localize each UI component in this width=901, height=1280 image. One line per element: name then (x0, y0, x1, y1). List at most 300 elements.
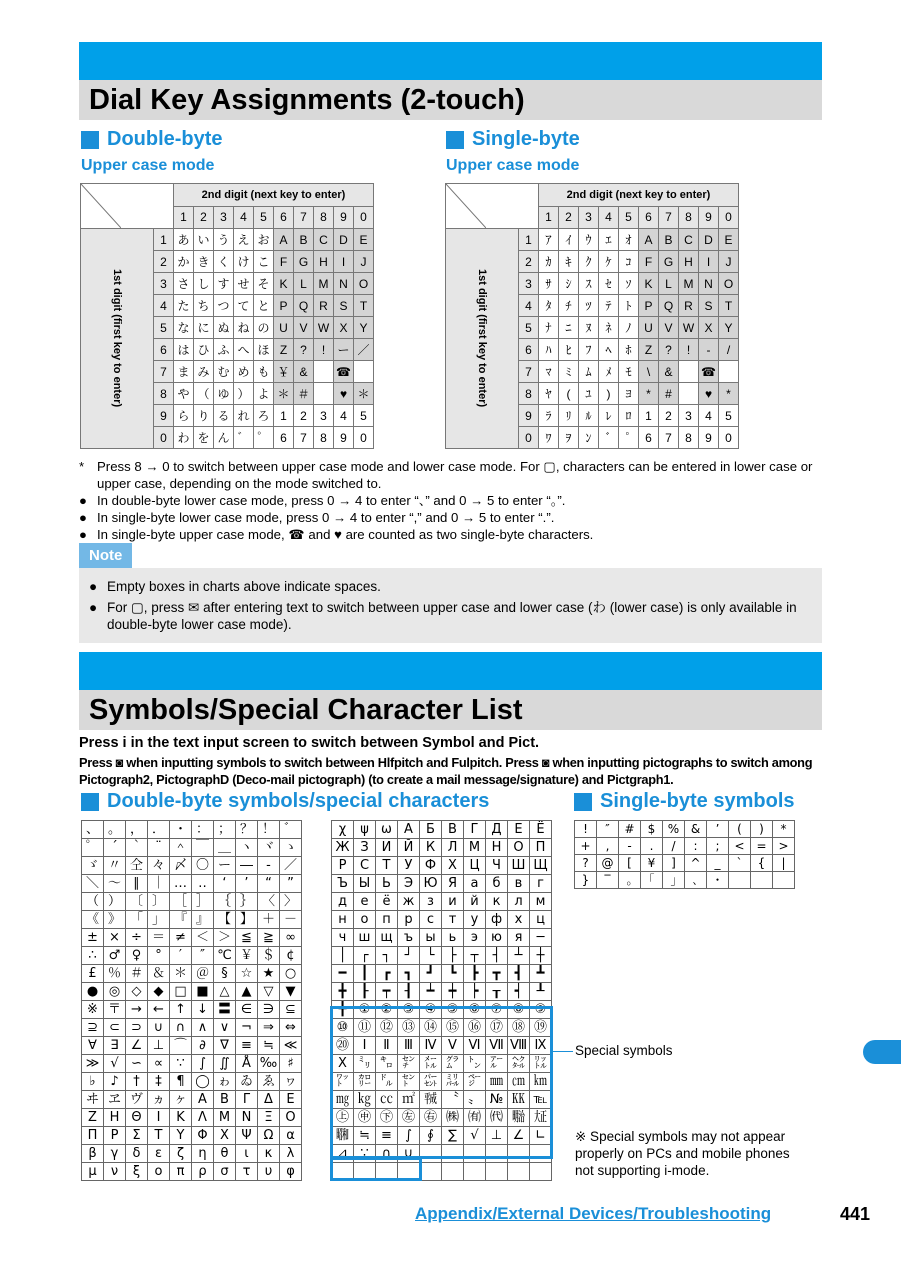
symbol-cell: ¢ (280, 947, 302, 965)
symbol-cell: с (420, 911, 442, 929)
key-cell: ｿ (619, 273, 639, 295)
note-box-item (89, 578, 812, 595)
symbol-cell: @ (597, 855, 619, 872)
symbol-cell: | (773, 855, 795, 872)
symbol-cell: ㎝ (508, 1073, 530, 1091)
symbol-cell: ζ (170, 1145, 192, 1163)
symbol-cell: 『 (170, 911, 192, 929)
symbol-cell: 、 (82, 821, 104, 839)
symbol-cell: 〟 (464, 1091, 486, 1109)
key-cell: 3 (314, 405, 334, 427)
symbol-cell: + (575, 838, 597, 855)
key-cell: と (254, 295, 274, 317)
column-digit: 4 (599, 206, 619, 229)
note-item (79, 458, 819, 492)
symbol-cell: ［ (170, 893, 192, 911)
symbol-cell: ж (398, 893, 420, 911)
key-cell: D (334, 229, 354, 251)
symbol-cell: “ (258, 875, 280, 893)
symbol-cell: ＾ (170, 839, 192, 857)
symbol-cell: Υ (170, 1127, 192, 1145)
symbol-cell: α (280, 1127, 302, 1145)
symbol-cell: ② (376, 1001, 398, 1019)
key-cell: 8 (679, 427, 699, 449)
symbol-cell: κ (258, 1145, 280, 1163)
symbol-cell: ⊆ (280, 1001, 302, 1019)
symbol-cell: ━ (332, 965, 354, 983)
key-cell: ｺ (619, 251, 639, 273)
symbol-cell: [ (619, 855, 641, 872)
key-cell: T (354, 295, 374, 317)
note-bullet: ● (79, 493, 87, 508)
key-cell: ほ (254, 339, 274, 361)
symbol-cell: ; (707, 838, 729, 855)
symbol-cell: ＠ (192, 965, 214, 983)
symbol-cell: Σ (126, 1127, 148, 1145)
symbol-cell: × (104, 929, 126, 947)
symbol-cell: 】 (236, 911, 258, 929)
symbol-cell: Б (420, 821, 442, 839)
column-digit: 6 (274, 206, 294, 229)
symbol-cell: ゛ (280, 821, 302, 839)
key-cell: J (719, 251, 739, 273)
row-digit: 6 (519, 339, 539, 361)
symbol-cell: χ (332, 821, 354, 839)
symbol-cell: п (376, 911, 398, 929)
key-cell: な (174, 317, 194, 339)
symbol-cell: ∇ (214, 1037, 236, 1055)
symbol-cell: Ⅷ (508, 1037, 530, 1055)
key-cell: ﾜ (539, 427, 559, 449)
symbol-cell: ⌒ (170, 1037, 192, 1055)
symbol-cell: ㌣ (398, 1073, 420, 1091)
key-cell: 3 (679, 405, 699, 427)
symbol-cell (751, 872, 773, 889)
symbol-cell: ♀ (126, 947, 148, 965)
key-cell: Y (354, 317, 374, 339)
key-cell: ひ (194, 339, 214, 361)
symbol-cell: ⇔ (280, 1019, 302, 1037)
row-digit: 9 (519, 405, 539, 427)
row-digit: 6 (154, 339, 174, 361)
symbol-cell: ∮ (420, 1127, 442, 1145)
double-byte-symbols-heading (81, 790, 489, 813)
symbol-cell: ¶ (170, 1073, 192, 1091)
footer-link[interactable]: Appendix/External Devices/Troubleshooting (415, 1204, 772, 1223)
key-cell: ゛ (234, 427, 254, 449)
square-icon (446, 131, 464, 149)
note-label: Note (79, 543, 132, 568)
symbol-cell: Я (442, 875, 464, 893)
symbol-cell: ъ (398, 929, 420, 947)
key-cell: 9 (699, 427, 719, 449)
key-cell: M (314, 273, 334, 295)
symbol-cell: ／ (280, 857, 302, 875)
symbol-cell: ‰ (258, 1055, 280, 1073)
symbol-cell: ㊧ (398, 1109, 420, 1127)
single-byte-mode: Upper case mode (446, 157, 580, 174)
symbol-cell: ┯ (376, 983, 398, 1001)
symbol-cell: 。 (104, 821, 126, 839)
column-digit: 2 (194, 206, 214, 229)
key-cell: B (659, 229, 679, 251)
key-cell: ﾍ (599, 339, 619, 361)
symbol-cell: Ⅱ (376, 1037, 398, 1055)
symbol-cell: ＿ (214, 839, 236, 857)
symbol-cell: ㌦ (376, 1073, 398, 1091)
symbol-cell: δ (126, 1145, 148, 1163)
symbol-cell: : (685, 838, 707, 855)
symbol-cell: ！ (258, 821, 280, 839)
symbol-cell: ⑯ (464, 1019, 486, 1037)
key-cell: し (194, 273, 214, 295)
symbol-cell: ⑮ (442, 1019, 464, 1037)
key-cell: 6 (274, 427, 294, 449)
key-cell: ｽ (579, 273, 599, 295)
key-cell: 9 (334, 427, 354, 449)
key-cell: ｷ (559, 251, 579, 273)
symbol-cell: 「 (126, 911, 148, 929)
key-cell: I (699, 251, 719, 273)
symbol-cell: К (420, 839, 442, 857)
key-cell: お (254, 229, 274, 251)
symbol-cell: Е (508, 821, 530, 839)
symbol-cell: ㎏ (354, 1091, 376, 1109)
symbol-cell: ， (126, 821, 148, 839)
symbol-cell: ⑨ (530, 1001, 552, 1019)
symbol-cell: ㍑ (530, 1055, 552, 1073)
symbol-cell: Φ (192, 1127, 214, 1145)
key-cell: ﾊ (539, 339, 559, 361)
single-byte-symbols-heading (574, 790, 795, 813)
symbol-cell: ○ (280, 965, 302, 983)
symbol-cell: ┛ (420, 965, 442, 983)
symbol-cell: ю (486, 929, 508, 947)
symbol-cell: Κ (170, 1109, 192, 1127)
key-cell: ＃ (294, 383, 314, 405)
key-cell: K (274, 273, 294, 295)
section-band (79, 42, 822, 80)
symbol-cell: д (332, 893, 354, 911)
symbol-cell: ＋ (258, 911, 280, 929)
symbol-cell: ） (104, 893, 126, 911)
symbol-cell: $ (641, 821, 663, 838)
symbol-cell: л (508, 893, 530, 911)
double-byte-mode: Upper case mode (81, 157, 215, 174)
key-cell: 4 (699, 405, 719, 427)
symbol-cell: ⊿ (332, 1145, 354, 1163)
symbol-cell: Ω (258, 1127, 280, 1145)
symbol-cell: З (354, 839, 376, 857)
note-item (79, 526, 819, 543)
symbol-cell: ㍊ (442, 1073, 464, 1091)
symbol-cell: 〒 (104, 1001, 126, 1019)
symbol-cell: π (170, 1163, 192, 1181)
key-cell: ﾔ (539, 383, 559, 405)
symbol-cell: ┏ (376, 965, 398, 983)
key-cell: る (214, 405, 234, 427)
symbol-cell: ┫ (508, 965, 530, 983)
symbol-cell: ㈹ (486, 1109, 508, 1127)
column-digit: 3 (214, 206, 234, 229)
symbol-cell: ヽ (236, 839, 258, 857)
symbol-cell: з (420, 893, 442, 911)
symbol-cell: ヾ (258, 839, 280, 857)
symbol-cell: 〕 (148, 893, 170, 911)
key-cell: 7 (659, 427, 679, 449)
key-cell: Z (274, 339, 294, 361)
symbol-cell: σ (214, 1163, 236, 1181)
key-cell: よ (254, 383, 274, 405)
symbol-cell: γ (104, 1145, 126, 1163)
symbol-cell: ㌢ (398, 1055, 420, 1073)
symbol-cell: ⊥ (148, 1037, 170, 1055)
symbol-cell: ㈱ (442, 1109, 464, 1127)
key-cell: ｸ (579, 251, 599, 273)
key-cell: Y (719, 317, 739, 339)
symbol-cell: ф (486, 911, 508, 929)
note-box (79, 543, 822, 643)
symbol-cell: ヶ (170, 1091, 192, 1109)
symbol-cell: ↓ (192, 1001, 214, 1019)
symbol-cell: ㌧ (464, 1055, 486, 1073)
symbol-cell: ° (148, 947, 170, 965)
key-cell: ﾌ (579, 339, 599, 361)
symbol-cell: ρ (192, 1163, 214, 1181)
symbol-cell: ‾ (597, 872, 619, 889)
symbol-cell: ε (148, 1145, 170, 1163)
column-digit: 6 (639, 206, 659, 229)
key-cell: G (294, 251, 314, 273)
symbol-cell: ⑲ (530, 1019, 552, 1037)
symbol-cell: ㏄ (376, 1091, 398, 1109)
key-cell: W (679, 317, 699, 339)
symbol-cell: ∀ (82, 1037, 104, 1055)
symbol-cell: е (354, 893, 376, 911)
symbol-cell: £ (82, 965, 104, 983)
key-cell: ら (174, 405, 194, 427)
symbol-cell: ∪ (398, 1145, 420, 1163)
key-cell: ゜ (254, 427, 274, 449)
symbol-cell: ! (575, 821, 597, 838)
key-cell: た (174, 295, 194, 317)
symbol-cell: ┠ (354, 983, 376, 1001)
symbol-cell: 〇 (192, 857, 214, 875)
page-number: 441 (840, 1204, 871, 1224)
symbol-cell: ≫ (82, 1055, 104, 1073)
symbol-cell: ？ (236, 821, 258, 839)
symbol-cell (508, 1163, 530, 1181)
row-digit: 9 (154, 405, 174, 427)
key-cell: ｲ (559, 229, 579, 251)
symbol-cell: * (773, 821, 795, 838)
symbol-cell: Ⅵ (464, 1037, 486, 1055)
key-cell: ﾙ (579, 405, 599, 427)
key-cell: わ (174, 427, 194, 449)
symbol-cell: ∥ (126, 875, 148, 893)
symbol-cell: ┬ (464, 947, 486, 965)
key-cell: X (334, 317, 354, 339)
symbol-cell: ≡ (236, 1037, 258, 1055)
symbol-cell: ◎ (104, 983, 126, 1001)
symbol-cell: ⑩ (332, 1019, 354, 1037)
key-cell: ろ (254, 405, 274, 427)
symbol-cell: . (641, 838, 663, 855)
symbol-cell: ◯ (192, 1073, 214, 1091)
symbol-cell: ㎡ (398, 1091, 420, 1109)
column-digit: 0 (719, 206, 739, 229)
symbol-cell: ￥ (236, 947, 258, 965)
key-cell: N (699, 273, 719, 295)
key-cell: む (214, 361, 234, 383)
column-digit: 5 (254, 206, 274, 229)
symbol-cell (530, 1163, 552, 1181)
key-cell: ﾟ (619, 427, 639, 449)
symbol-cell: ｝ (236, 893, 258, 911)
symbol-cell: 〉 (280, 893, 302, 911)
symbol-cell: △ (214, 983, 236, 1001)
symbol-cell: ★ (258, 965, 280, 983)
key-cell: C (314, 229, 334, 251)
symbol-cell: ≒ (258, 1037, 280, 1055)
symbol-cell: & (685, 821, 707, 838)
symbol-cell: ㌻ (464, 1073, 486, 1091)
symbol-cell: ㌫ (420, 1073, 442, 1091)
key-cell: 1 (639, 405, 659, 427)
column-digit: 9 (334, 206, 354, 229)
key-cell: B (294, 229, 314, 251)
key-cell: 2 (659, 405, 679, 427)
key-cell: \ (639, 361, 659, 383)
row-digit: 4 (519, 295, 539, 317)
key-cell: ﾝ (579, 427, 599, 449)
key-cell: け (234, 251, 254, 273)
key-cell: ） (234, 383, 254, 405)
key-cell (354, 361, 374, 383)
symbol-cell: ･ (707, 872, 729, 889)
key-cell: （ (194, 383, 214, 405)
note-bullet: * (79, 459, 85, 474)
symbol-cell: ∠ (508, 1127, 530, 1145)
row-digit: 2 (154, 251, 174, 273)
symbol-cell: ∨ (214, 1019, 236, 1037)
symbol-cell: Χ (214, 1127, 236, 1145)
symbol-cell: а (464, 875, 486, 893)
symbol-cell: Ы (354, 875, 376, 893)
symbol-cell: ㍉ (354, 1055, 376, 1073)
symbol-cell: Λ (192, 1109, 214, 1127)
key-cell: R (679, 295, 699, 317)
symbol-cell: ㍻ (420, 1091, 442, 1109)
key-cell: U (274, 317, 294, 339)
key-cell: ﾄ (619, 295, 639, 317)
symbol-cell: □ (170, 983, 192, 1001)
symbol-cell: 〓 (214, 1001, 236, 1019)
symbol-cell: ⑪ (354, 1019, 376, 1037)
row-digit: 1 (154, 229, 174, 251)
symbol-cell: ├ (442, 947, 464, 965)
symbol-cell: ㍽ (530, 1109, 552, 1127)
key-cell: ☎ (699, 361, 719, 383)
symbol-cell: ┷ (420, 983, 442, 1001)
symbol-cell: ⑳ (332, 1037, 354, 1055)
page-title: Dial Key Assignments (2-touch) (79, 80, 822, 120)
double-byte-heading (81, 128, 223, 151)
key-cell: * (719, 383, 739, 405)
symbol-cell: ㎞ (530, 1073, 552, 1091)
symbol-cell: ㈲ (464, 1109, 486, 1127)
symbol-cell: ≪ (280, 1037, 302, 1055)
symbol-cell: ″ (597, 821, 619, 838)
symbol-cell (464, 1163, 486, 1181)
key-cell: & (294, 361, 314, 383)
key-cell: ｻ (539, 273, 559, 295)
symbol-cell: Ⅳ (420, 1037, 442, 1055)
symbol-cell: ㊨ (420, 1109, 442, 1127)
symbol-cell: Р (332, 857, 354, 875)
key-cell: ﾐ (559, 361, 579, 383)
symbol-cell: ч (332, 929, 354, 947)
key-cell: ? (659, 339, 679, 361)
key-cell: ﾅ (539, 317, 559, 339)
key-cell: 5 (719, 405, 739, 427)
key-cell: H (314, 251, 334, 273)
symbol-cell: } (575, 872, 597, 889)
symbol-cell: э (464, 929, 486, 947)
key-cell: ? (294, 339, 314, 361)
symbol-cell: ∩ (376, 1145, 398, 1163)
symbol-cell: ． (148, 821, 170, 839)
symbol-cell: ′ (170, 947, 192, 965)
column-digit: 7 (659, 206, 679, 229)
symbol-cell: ^ (685, 855, 707, 872)
key-cell: D (699, 229, 719, 251)
key-cell: O (719, 273, 739, 295)
key-cell: の (254, 317, 274, 339)
symbol-cell: β (82, 1145, 104, 1163)
symbol-cell: ▽ (258, 983, 280, 1001)
symbol-cell: ≡ (376, 1127, 398, 1145)
row-digit: 3 (519, 273, 539, 295)
symbol-cell: ㌶ (508, 1055, 530, 1073)
symbol-cell: ヮ (280, 1073, 302, 1091)
symbol-cell: / (663, 838, 685, 855)
symbol-cell: ； (214, 821, 236, 839)
symbol-cell: № (486, 1091, 508, 1109)
double-byte-key-table (80, 183, 374, 449)
symbol-cell: П (530, 839, 552, 857)
key-cell: ☎ (334, 361, 354, 383)
key-cell: E (719, 229, 739, 251)
key-cell: す (214, 273, 234, 295)
key-cell: ー (334, 339, 354, 361)
symbol-cell: ゎ (214, 1073, 236, 1091)
symbol-cell: ⑱ (508, 1019, 530, 1037)
symbol-cell: ¬ (236, 1019, 258, 1037)
key-cell: め (234, 361, 254, 383)
key-cell: ﾓ (619, 361, 639, 383)
symbol-cell: ＼ (82, 875, 104, 893)
symbol-cell: ─ (530, 929, 552, 947)
symbol-cell: = (751, 838, 773, 855)
symbol-cell: υ (258, 1163, 280, 1181)
column-digit: 0 (354, 206, 374, 229)
symbol-cell: ＆ (148, 965, 170, 983)
key-cell: か (174, 251, 194, 273)
key-cell: - (699, 339, 719, 361)
key-cell: さ (174, 273, 194, 295)
symbol-cell: Ρ (104, 1127, 126, 1145)
